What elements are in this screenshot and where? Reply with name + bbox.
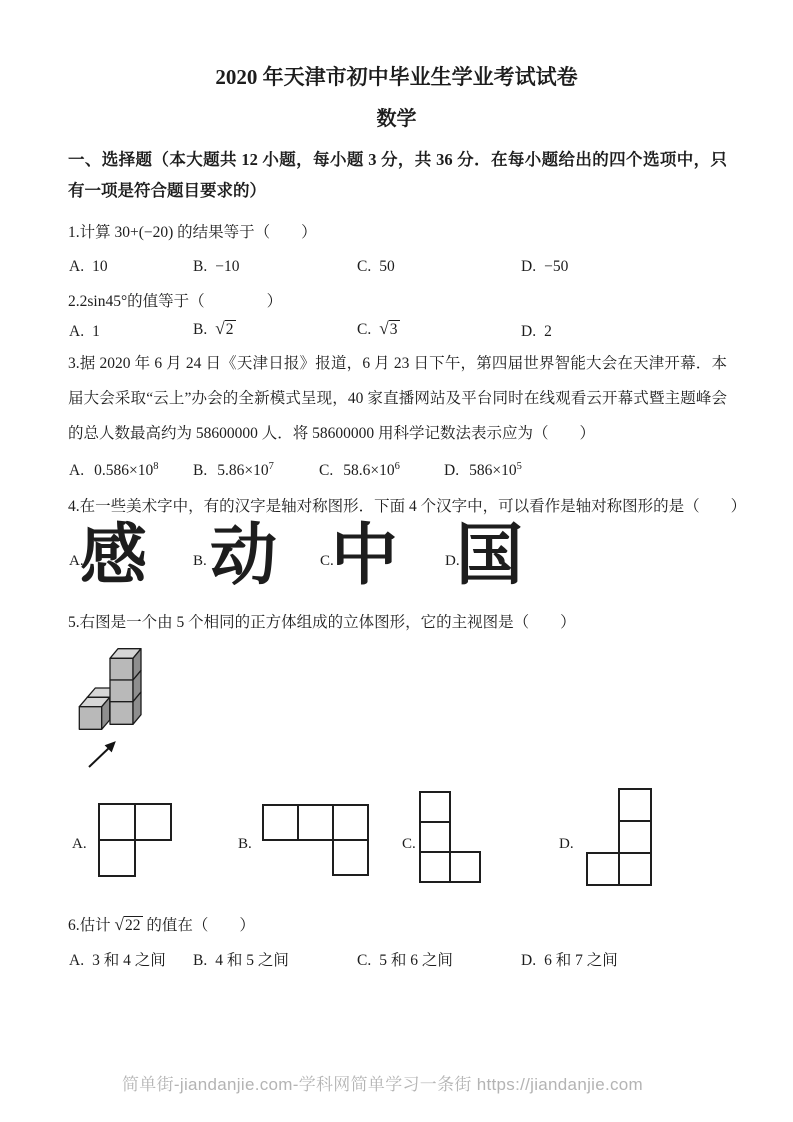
scientific-notation: $0.586\times 10^8$: [94, 461, 159, 480]
page-title: 2020 年天津市初中毕业生学业考试试卷: [215, 65, 578, 89]
q2-option-a: A. 1: [69, 323, 100, 340]
q3-option-a: A. $0.586\times 10^8$: [69, 461, 159, 480]
grid-cell: [449, 851, 481, 883]
q6-option-d: D. 6 和 7 之间: [521, 952, 618, 969]
q1-option-a: A. 10: [69, 258, 108, 275]
q5-option-a-label: A.: [72, 836, 87, 852]
q4-option-b-label: B.: [193, 553, 207, 569]
grid-cell: [332, 804, 369, 841]
sqrt-expression: √22: [114, 915, 141, 934]
grid-cell: [262, 804, 299, 841]
sqrt-expression: √3: [379, 319, 398, 338]
footer-watermark: 简单街-jiandanjie.com-学科网简单学习一条街 https://jiandanjie.com: [122, 1075, 644, 1094]
scientific-notation: $586\times 10^5$: [469, 461, 522, 480]
sqrt-expression: √2: [215, 319, 234, 338]
scientific-notation: $58.6\times 10^6$: [343, 461, 400, 480]
q2-option-c: C. √3: [357, 319, 398, 338]
grid-cell: [618, 852, 652, 886]
q1-option-c: C. 50: [357, 258, 395, 275]
q4-option-a-character: 感: [80, 518, 147, 593]
q2-option-b: B. √2: [193, 319, 234, 338]
grid-cell: [332, 839, 369, 876]
grid-cell: [98, 839, 136, 877]
view-direction-arrow: [89, 742, 115, 767]
grid-cell: [586, 852, 620, 886]
q1-option-b: B. −10: [193, 258, 240, 275]
q3-option-c: C. $58.6\times 10^6$: [319, 461, 400, 480]
grid-cell: [297, 804, 334, 841]
q4-option-d-label: D.: [445, 553, 460, 569]
q6-option-b: B. 4 和 5 之间: [193, 952, 289, 969]
q6-option-c: C. 5 和 6 之间: [357, 952, 453, 969]
q6-option-a: A. 3 和 4 之间: [69, 952, 166, 969]
subject-title: 数学: [376, 108, 417, 130]
q1-option-d: D. −50: [521, 258, 569, 275]
q3-option-b: B. $5.86\times 10^7$: [193, 461, 274, 480]
section-instructions: 一、选择题（本大题共 12 小题，每小题 3 分，共 36 分．在每小题给出的四个选项中，只有一项是符合题目要求的）: [68, 150, 727, 200]
grid-cell: [419, 821, 451, 853]
question-2-stem: 2.2sin45°的值等于（ ）: [68, 293, 283, 310]
question-3-stem: 3.据 2020 年 6 月 24 日《天津日报》报道，6 月 23 日下午，第四届世界智能大会在天津开幕．本届大会采取“云上”办会的全新模式呈现，40 家直播网站及平台同时在线观看云开幕式暨主题峰会的总人数最高约为 58600000 人．将 58600000 用科学记数法表示应为（ ）: [68, 355, 727, 442]
q4-option-b-character: 动: [210, 518, 277, 593]
question-4-stem: 4.在一些美术字中，有的汉字是轴对称图形．下面 4 个汉字中，可以看作是轴对称图形的是（ ）: [68, 498, 747, 515]
q5-option-d-label: D.: [559, 836, 574, 852]
grid-cell: [134, 803, 172, 841]
question-5-stem: 5.右图是一个由 5 个相同的正方体组成的立体图形，它的主视图是（ ）: [68, 614, 576, 631]
q5-option-c-label: C.: [402, 836, 416, 852]
q5-option-b-label: B.: [238, 836, 252, 852]
q4-option-a-label: A.: [69, 553, 84, 569]
grid-cell: [618, 820, 652, 854]
grid-cell: [618, 788, 652, 822]
grid-cell: [419, 791, 451, 823]
q2-option-d: D. 2: [521, 323, 552, 340]
question-1-stem: 1.计算 30+(−20) 的结果等于（ ）: [68, 224, 317, 241]
question-6-stem: 6.估计 √22 的值在（ ）: [68, 915, 255, 934]
grid-cell: [98, 803, 136, 841]
q4-option-c-label: C.: [320, 553, 334, 569]
grid-cell: [419, 851, 451, 883]
scientific-notation: $5.86\times 10^7$: [217, 461, 274, 480]
q4-option-d-character: 国: [456, 518, 523, 593]
q4-option-c-character: 中: [331, 518, 398, 593]
q3-option-d: D. $586\times 10^5$: [444, 461, 522, 480]
q5-cubes-3d-figure: [70, 643, 148, 778]
